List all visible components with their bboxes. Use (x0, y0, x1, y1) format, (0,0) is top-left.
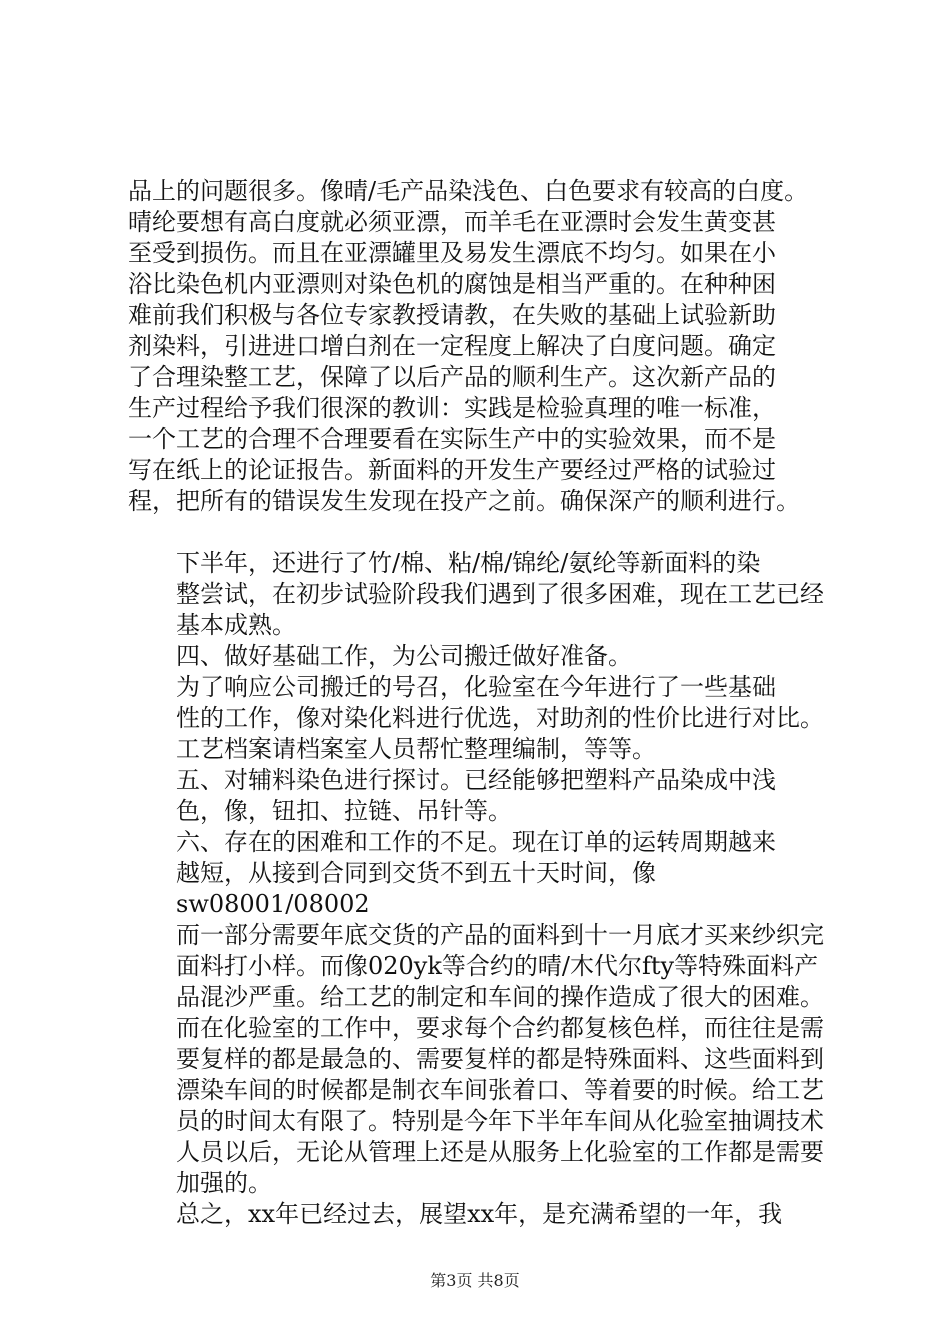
section-heading-six: 六、存在的困难和工作的不足。现在订单的运转周期越来 越短，从接到合同到交货不到五十天时间，像sw08001/08002 而一部分需要年底交货的产品的面料到十一月底才买来纱织完 面料打小样。而像020yk等合约的晴/木代尔fty等特殊面料产 品混沙严重。给工艺的制定和车间的操作造成了很大的困难。 而在化验室的工作中，要求每个合约都复核色样，而往往是需 要复样的都是最急的、需要复样的都是特殊面料、这些面料到 漂染车间的时候都是制衣车间张着口、等着要的时候。给工艺 员的时间太有限了。特别是今年下半年车间从化验室抽调技术 人员以后，无论从管理上还是从服务上化验室的工作都是需要 加强的。 (176, 828, 824, 1197)
document-body (128, 176, 848, 1230)
section-heading-four: 四、做好基础工作，为公司搬迁做好准备。 (176, 642, 632, 670)
paragraph-new-fabrics: 下半年，还进行了竹/棉、粘/棉/锦纶/氨纶等新面料的染 整尝试，在初步试验阶段我们遇到了很多困难，现在工艺已经 基本成熟。 (176, 549, 824, 639)
paragraph-continuation: 品上的问题很多。像晴/毛产品染浅色、白色要求有较高的白度。 晴纶要想有高白度就必须亚漂，而羊毛在亚漂时会发生黄变甚 至受到损伤。而且在亚漂罐里及易发生漂底不均匀。如果在小 浴比染色机内亚漂则对染色机的腐蚀是相当严重的。在种种困 难前我们积极与各位专家教授请教，在失败的基础上试验新助 剂染料，引进进口增白剂在一定程度上解决了白度问题。确定 了合理染整工艺，保障了以后产品的顺利生产。这次新产品的 生产过程给予我们很深的教训：实践是检验真理的唯一标准， 一个工艺的合理不合理要看在实际生产中的实验效果，而不是 写在纸上的论证报告。新面料的开发生产要经过严格的试验过 程，把所有的错误发生发现在投产之前。确保深产的顺利进行。 (128, 177, 809, 515)
paragraph-relocation: 为了响应公司搬迁的号召，化验室在今年进行了一些基础 性的工作，像对染化料进行优选，对助剂的性价比进行对比。 工艺档案请档案室人员帮忙整理编制，等等。 (176, 673, 824, 763)
paragraph-conclusion: 总之，xx年已经过去，展望xx年，是充满希望的一年，我 (176, 1200, 783, 1228)
page-number-footer: 第3页 共8页 (430, 1271, 520, 1290)
section-heading-five: 五、对辅料染色进行探讨。已经能够把塑料产品染成中浅 色，像，钮扣、拉链、吊针等。 (176, 766, 776, 825)
